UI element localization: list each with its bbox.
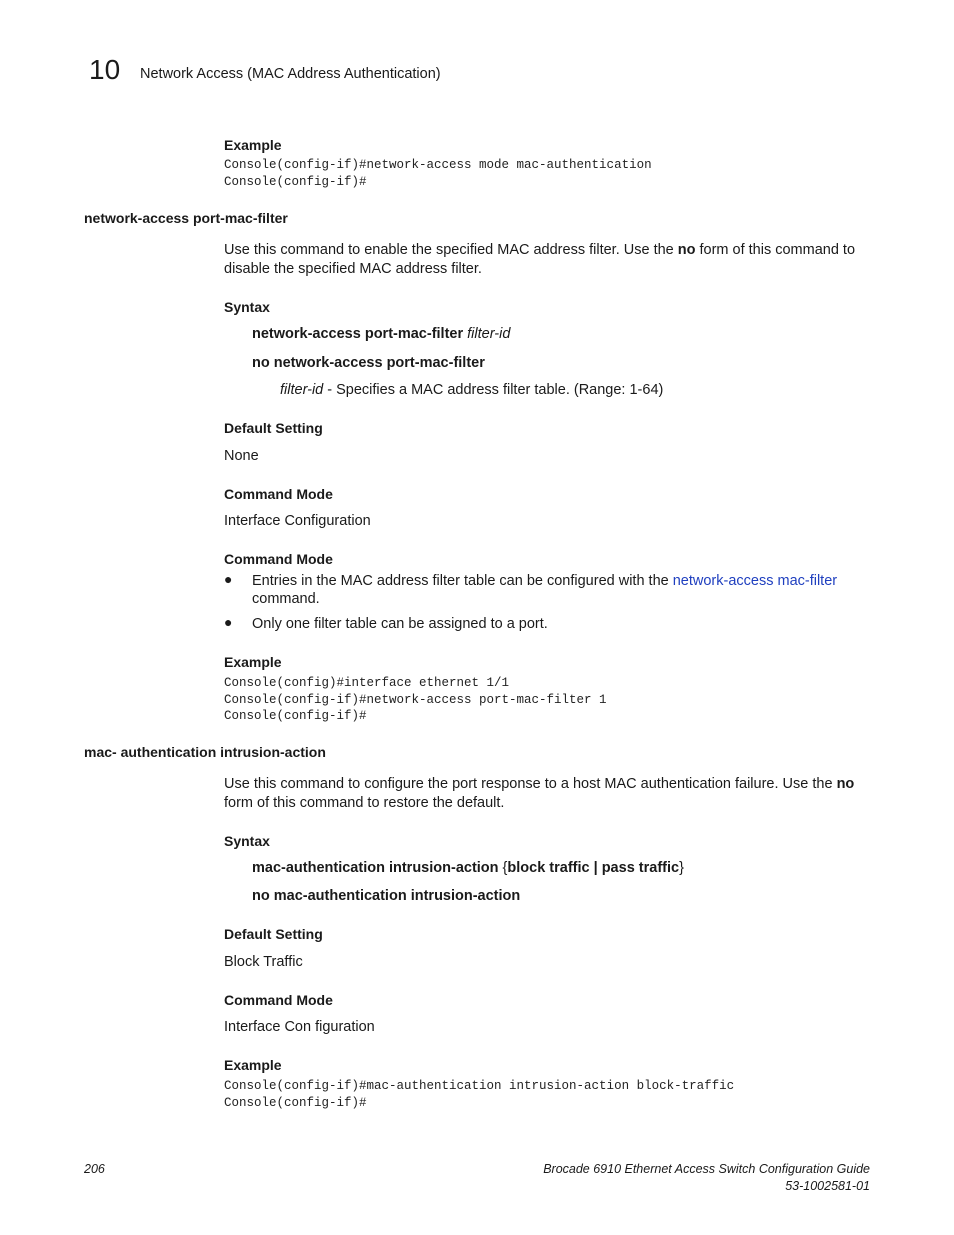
footer-doc-title: Brocade 6910 Ethernet Access Switch Configuration Guide [543,1162,870,1176]
command-mode-heading: Command Mode [224,992,333,1008]
page-number: 206 [84,1162,105,1176]
syntax-line: mac-authentication intrusion-action {block traffic | pass traffic} [252,860,684,876]
bullet-item: Only one filter table can be assigned to a port. [252,616,548,632]
footer-doc-number: 53-1002581-01 [785,1179,870,1193]
default-setting-value: Block Traffic [224,954,303,970]
default-setting-heading: Default Setting [224,420,323,436]
command-mode-value: Interface Con figuration [224,1019,375,1035]
bullet-icon: ● [224,571,233,587]
default-setting-heading: Default Setting [224,926,323,942]
default-setting-value: None [224,448,259,464]
bullet-icon: ● [224,614,233,630]
code-example: Console(config)#interface ethernet 1/1 Console(config-if)#network-access port-mac-filter 1 Console(config-if)# [224,676,607,723]
chapter-number: 10 [89,54,121,85]
link-network-access-mac-filter[interactable]: network-access mac-filter [672,573,838,589]
syntax-heading: Syntax [224,833,270,849]
section-title: mac- authentication intrusion-action [84,744,326,760]
syntax-line-no: no network-access port-mac-filter [252,355,485,371]
syntax-heading: Syntax [224,299,270,315]
parameter-description: filter-id - Specifies a MAC address filter table. (Range: 1-64) [280,382,664,398]
command-mode-value: Interface Configuration [224,513,371,529]
section-description: Use this command to configure the port response to a host MAC authentication failure. Use the no form of this command to restore the default. [224,776,855,811]
syntax-line-no: no mac-authentication intrusion-action [252,888,521,904]
example-heading: Example [224,1057,282,1073]
section-description: Use this command to enable the specified MAC address filter. Use the no form of this command to disable the specified MAC address filter. [224,242,856,277]
code-example: Console(config-if)#network-access mode mac-authentication Console(config-if)# [224,158,652,189]
command-usage-heading: Command Mode [224,551,333,567]
chapter-title: Network Access (MAC Address Authentication) [140,66,441,82]
example-heading: Example [224,137,282,153]
example-heading: Example [224,654,282,670]
bullet-item: Entries in the MAC address filter table can be configured with the network-access mac-filter command. [252,573,838,607]
command-mode-heading: Command Mode [224,486,333,502]
syntax-line: network-access port-mac-filter filter-id [252,326,511,342]
code-example: Console(config-if)#mac-authentication intrusion-action block-traffic Console(config-if)# [224,1079,735,1110]
section-title: network-access port-mac-filter [84,210,288,226]
